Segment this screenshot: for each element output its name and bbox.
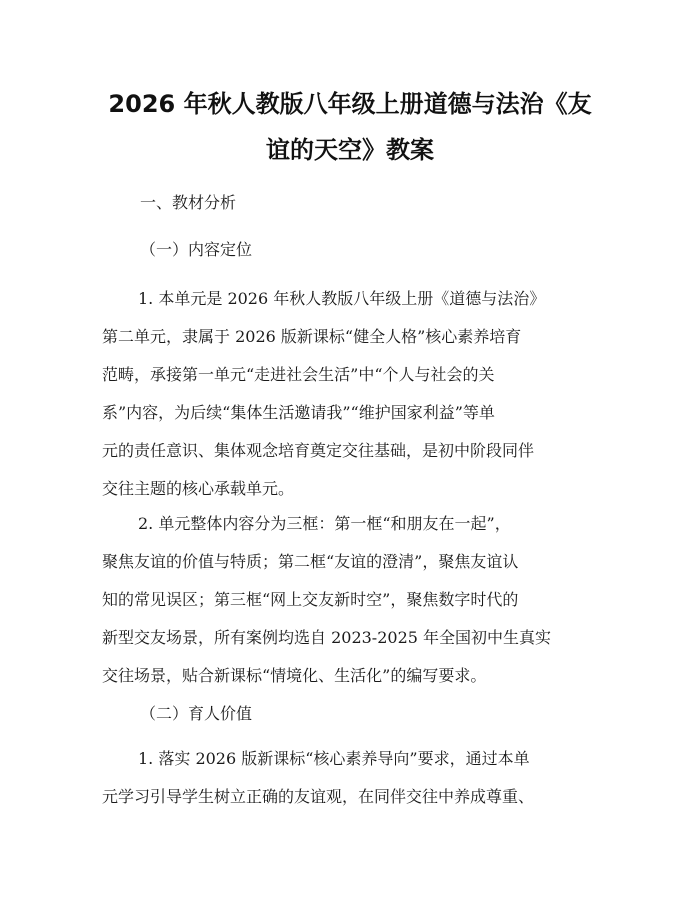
paragraph-2-line: 新型交友场景，所有案例均选自 2023-2025 年全国初中生真实 (102, 628, 552, 647)
paragraph-3-line: 1. 落实 2026 版新课标“核心素养导向”要求，通过本单 (138, 749, 530, 768)
subsection-heading-educational-value: （二）育人价值 (140, 704, 253, 723)
document-title-line-1: 2026 年秋人教版八年级上册道德与法治《友 (108, 90, 592, 118)
paragraph-3-line: 元学习引导学生树立正确的友谊观，在同伴交往中养成尊重、 (102, 787, 535, 806)
paragraph-3 (102, 740, 602, 816)
section-heading-textbook-analysis: 一、教材分析 (140, 193, 237, 212)
paragraph-1-line: 1. 本单元是 2026 年秋人教版八年级上册《道德与法治》 (138, 289, 546, 308)
paragraph-1-line: 元的责任意识、集体观念培育奠定交往基础，是初中阶段同伴 (102, 441, 535, 460)
paragraph-1-line: 交往主题的核心承载单元。 (102, 479, 295, 498)
paragraph-1-line: 范畴，承接第一单元“走进社会生活”中“个人与社会的关 (102, 365, 495, 384)
paragraph-2 (102, 505, 602, 695)
paragraph-2-line: 2. 单元整体内容分为三框：第一框“和朋友在一起”， (138, 514, 511, 533)
paragraph-2-line: 交往场景，贴合新课标“情境化、生活化”的编写要求。 (102, 666, 487, 685)
paragraph-1-line: 第二单元，隶属于 2026 版新课标“健全人格”核心素养培育 (102, 327, 522, 346)
paragraph-2-line: 知的常见误区；第三框“网上交友新时空”，聚焦数字时代的 (102, 590, 519, 609)
document-title-line-2: 谊的天空》教案 (266, 136, 434, 164)
paragraph-1-line: 系”内容，为后续“集体生活邀请我”“维护国家利益”等单 (102, 403, 495, 422)
paragraph-1 (102, 280, 602, 508)
subsection-heading-content-positioning: （一）内容定位 (140, 240, 253, 259)
paragraph-2-line: 聚焦友谊的价值与特质；第二框“友谊的澄清”，聚焦友谊认 (102, 552, 519, 571)
